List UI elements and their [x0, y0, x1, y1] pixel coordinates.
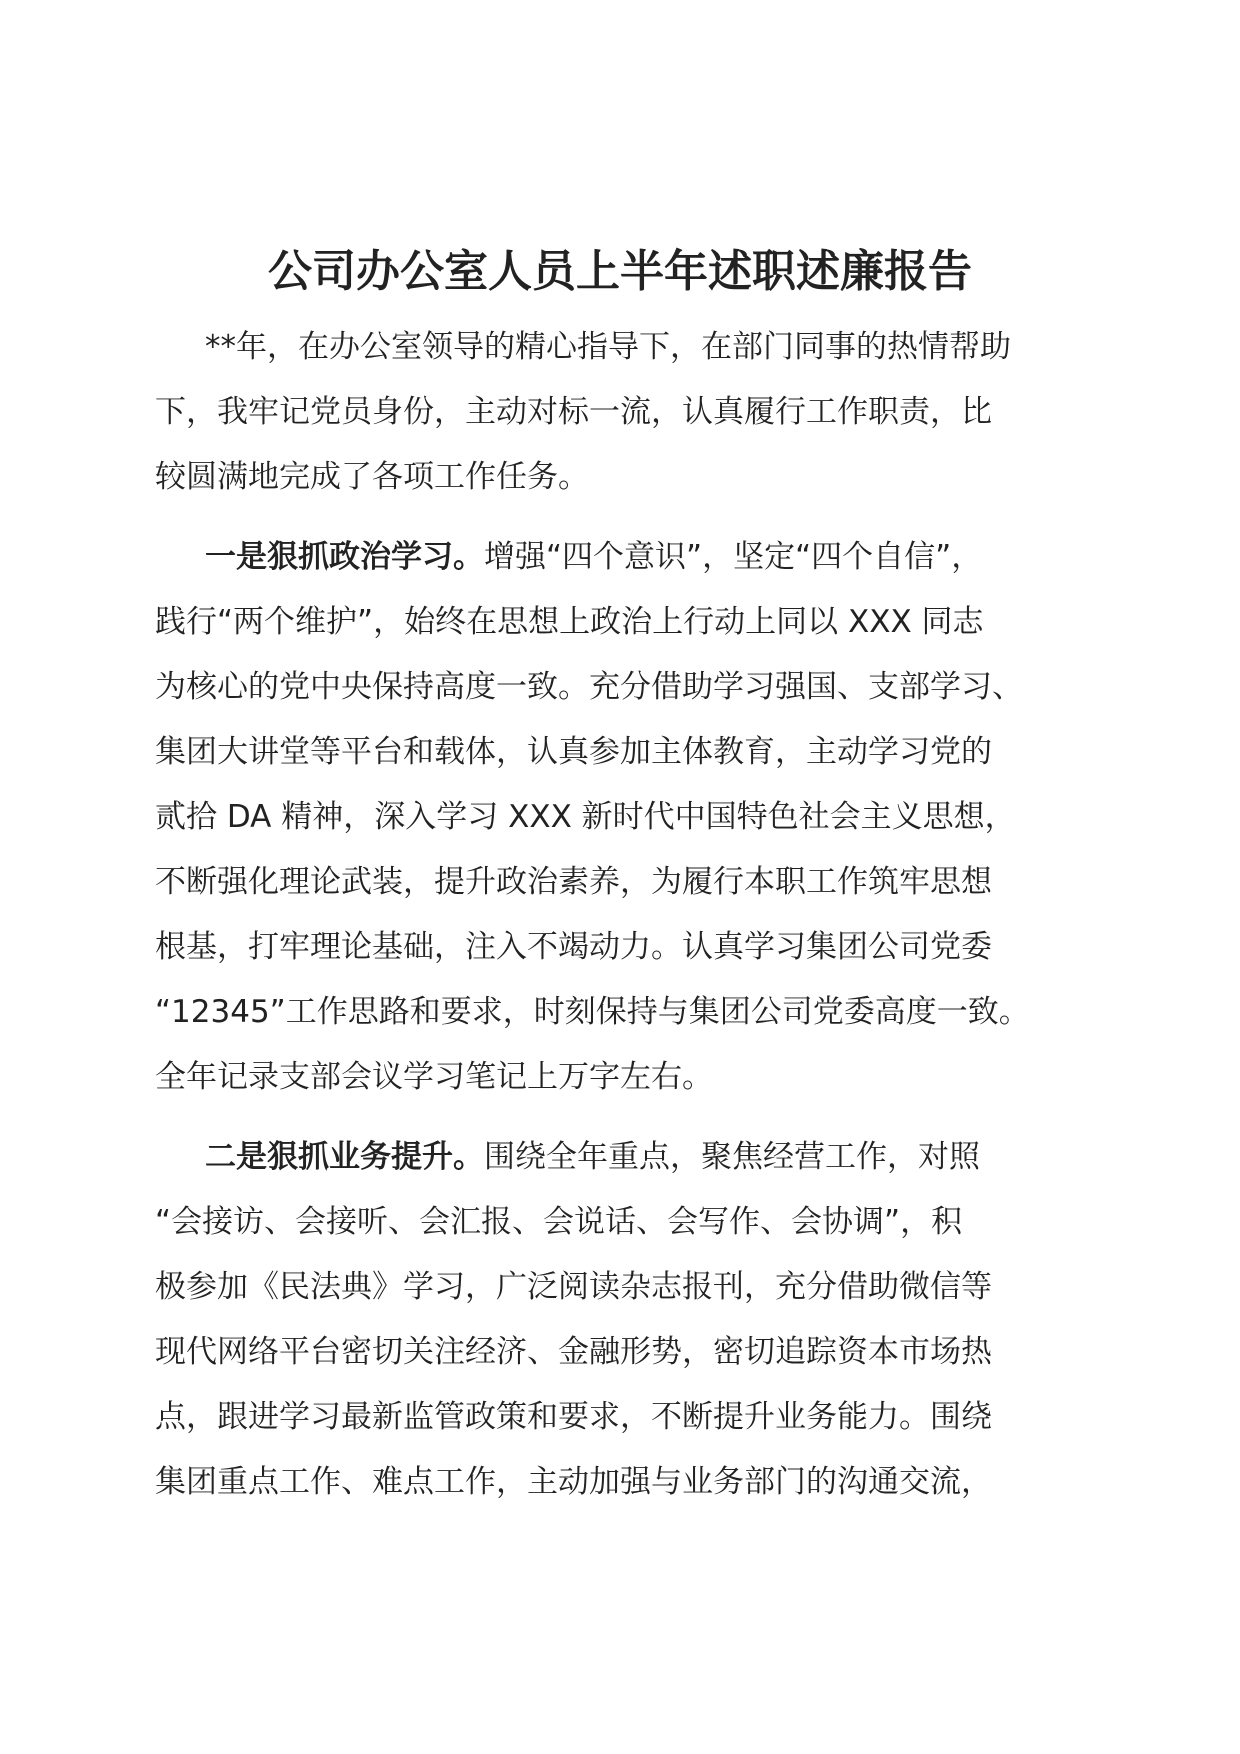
text-line: [155, 785, 1095, 850]
text-line: [155, 850, 1095, 915]
text-line: [155, 590, 1095, 655]
paragraph-business-improvement: [155, 1125, 1095, 1515]
text-line: [155, 655, 1095, 720]
text-line: [155, 980, 1095, 1045]
text-line: [155, 1125, 1095, 1190]
text-line: [155, 1045, 1095, 1110]
line-text: 贰拾 DA 精神，深入学习 XXX 新时代中国特色社会主义思想，: [155, 799, 1016, 835]
line-text: 集团重点工作、难点工作，主动加强与业务部门的沟通交流，: [155, 1464, 992, 1500]
paragraph-lead: 一是狠抓政治学习。: [205, 539, 484, 575]
line-text: 点，跟进学习最新监管政策和要求，不断提升业务能力。围绕: [155, 1399, 992, 1435]
text-line: [155, 445, 1095, 510]
line-text: 为核心的党中央保持高度一致。充分借助学习强国、支部学习、: [155, 669, 1023, 705]
line-text: 集团大讲堂等平台和载体，认真参加主体教育，主动学习党的: [155, 734, 992, 770]
text-line: [155, 1255, 1095, 1320]
text-line: [155, 315, 1095, 380]
text-line: [155, 380, 1095, 445]
line-text: 较圆满地完成了各项工作任务。: [155, 459, 589, 495]
line-text: “12345”工作思路和要求，时刻保持与集团公司党委高度一致。: [155, 994, 1030, 1030]
paragraph-lead: 二是狠抓业务提升。: [205, 1139, 484, 1175]
text-line: [155, 1320, 1095, 1385]
line-text: 践行“两个维护”，始终在思想上政治上行动上同以 XXX 同志: [155, 604, 984, 640]
line-text: 根基，打牢理论基础，注入不竭动力。认真学习集团公司党委: [155, 929, 992, 965]
text-line: [155, 1190, 1095, 1255]
line-text: 极参加《民法典》学习，广泛阅读杂志报刊，充分借助微信等: [155, 1269, 992, 1305]
line-text: 增强“四个意识”，坚定“四个自信”，: [484, 539, 983, 575]
text-line: [155, 525, 1095, 590]
text-line: [155, 915, 1095, 980]
paragraph-intro: [155, 315, 1095, 510]
paragraph-political-study: [155, 525, 1095, 1110]
line-text: 现代网络平台密切关注经济、金融形势，密切追踪资本市场热: [155, 1334, 992, 1370]
line-text: “会接访、会接听、会汇报、会说话、会写作、会协调”，积: [155, 1204, 963, 1240]
line-text: **年，在办公室领导的精心指导下，在部门同事的热情帮助: [205, 329, 1011, 365]
text-line: [155, 1450, 1095, 1515]
text-line: [155, 1385, 1095, 1450]
text-line: [155, 720, 1095, 785]
line-text: 围绕全年重点，聚焦经营工作，对照: [484, 1139, 980, 1175]
line-text: 不断强化理论武装，提升政治素养，为履行本职工作筑牢思想: [155, 864, 992, 900]
line-text: 下，我牢记党员身份，主动对标一流，认真履行工作职责，比: [155, 394, 992, 430]
line-text: 全年记录支部会议学习笔记上万字左右。: [155, 1059, 713, 1095]
document-title: 公司办公室人员上半年述职述廉报告: [268, 246, 972, 297]
